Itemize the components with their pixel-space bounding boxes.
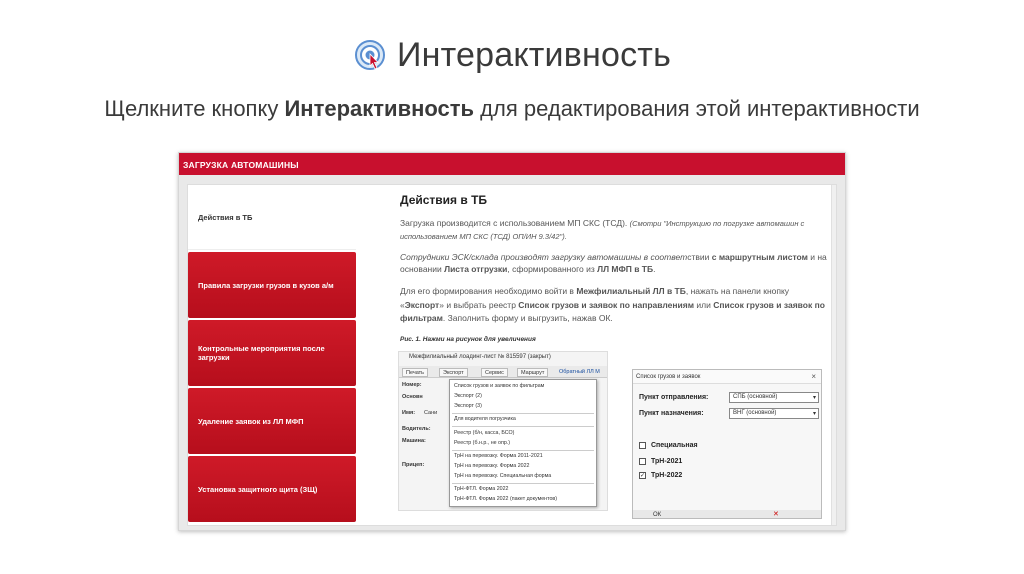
- p3-f: Список грузов и заявок по направлениям: [518, 299, 695, 310]
- p1-text: Загрузка производится с использованием МП СКС (ТСД).: [400, 218, 630, 228]
- menu-item[interactable]: ТрН-ФТЛ. Форма 2022: [454, 486, 509, 492]
- figure-caption: Рис. 1. Нажми на рисунок для увеличения: [400, 335, 536, 343]
- content-paragraph-1: [400, 217, 830, 243]
- nav-item-actions-tb[interactable]: Действия в ТБ: [188, 185, 356, 250]
- menu-item[interactable]: Экспорт (2): [454, 393, 482, 399]
- dialog-title: Список грузов и заявок: [633, 370, 822, 384]
- export-dropdown-menu: [449, 379, 597, 507]
- p3-g: или: [694, 299, 714, 310]
- field-name-value: Сани: [424, 410, 438, 416]
- checkbox-label: Специальная: [651, 442, 698, 449]
- export-button[interactable]: Экспорт: [439, 368, 468, 377]
- checkbox-box-checked[interactable]: ✓: [640, 473, 646, 479]
- p3-b: Межфилиальный ЛЛ в ТБ: [576, 286, 686, 296]
- checkbox-trn-2022[interactable]: [639, 472, 682, 479]
- origin-select[interactable]: [729, 392, 819, 403]
- menu-item[interactable]: ТрН на перевозку. Специальная форма: [454, 473, 552, 479]
- figure-screenshot-filter-dialog[interactable]: [632, 369, 822, 519]
- cancel-icon[interactable]: ✕: [773, 511, 779, 518]
- p2-a: Сотрудники ЭСК/склада производят загрузку автомашины в соответ: [400, 252, 688, 262]
- nav-item-remove-requests[interactable]: Удаление заявок из ЛЛ МФП: [188, 388, 356, 454]
- p2-f: , сформированного из: [507, 264, 598, 274]
- p2-c: с маршрутным листом: [711, 252, 808, 262]
- menu-separator: [452, 426, 594, 427]
- menu-item[interactable]: Реестр (б/н, касса, БСО): [454, 430, 515, 436]
- content-paragraph-2: [400, 251, 830, 275]
- slide-title-row: [0, 36, 1024, 75]
- checkbox-label: ТрН-2022: [651, 472, 683, 479]
- module-nav: [188, 185, 356, 526]
- field-driver-label: Водитель:: [402, 426, 431, 432]
- content-scrollbar[interactable]: [831, 185, 837, 526]
- nav-item-loading-rules[interactable]: Правила загрузки грузов в кузов а/м: [188, 252, 356, 318]
- menu-separator: [452, 483, 594, 484]
- interactivity-touch-icon[interactable]: [353, 39, 387, 73]
- origin-label: Пункт отправления:: [639, 394, 709, 401]
- dialog-footer: [633, 510, 822, 518]
- field-vehicle-label: Машина:: [402, 438, 426, 444]
- ok-button[interactable]: ОК: [653, 512, 662, 518]
- destination-value: ВНГ (основной): [733, 410, 777, 416]
- p3-c: , нажать на панели кнопку «: [400, 286, 790, 310]
- p2-g: ЛЛ МФП в ТБ: [597, 264, 654, 274]
- interactive-module-frame: [178, 152, 846, 531]
- route-button[interactable]: Маршрут: [517, 368, 548, 377]
- p2-b: ствии: [687, 252, 712, 262]
- ll-toolbar: [399, 366, 608, 378]
- field-name-label: Имя:: [402, 410, 416, 416]
- menu-item[interactable]: Список грузов и заявок по фильтрам: [454, 383, 545, 389]
- content-paragraph-3: [400, 285, 830, 326]
- reverse-ll-link[interactable]: Обратный ЛЛ М: [559, 369, 600, 375]
- p2-d: и на основании: [400, 252, 827, 274]
- figure-screenshot-export-menu[interactable]: [398, 351, 608, 511]
- content-panel: [400, 193, 830, 343]
- checkbox-trn-2021[interactable]: [639, 458, 682, 465]
- nav-item-control-measures[interactable]: Контрольные мероприятия после загрузки: [188, 320, 356, 386]
- menu-item[interactable]: Реестр (б.н.р., не опр.): [454, 440, 511, 446]
- p1-note: (Смотри "Инструкцию по погрузке автомашин с использованием МП СКС (ТСД) ОП/ИН 9.3/42").: [400, 219, 805, 241]
- tab-main[interactable]: Основн: [402, 394, 423, 400]
- field-number-label: Номер:: [402, 382, 422, 388]
- menu-separator: [452, 450, 594, 451]
- menu-item[interactable]: Для водителя погрузчика: [454, 416, 516, 422]
- service-button[interactable]: Сервис: [481, 368, 508, 377]
- p3-a: Для его формирования необходимо войти в: [400, 286, 577, 296]
- print-button[interactable]: Печать: [402, 368, 428, 377]
- field-trailer-label: Прицеп:: [402, 462, 425, 468]
- module-header: ЗАГРУЗКА АВТОМАШИНЫ: [179, 153, 845, 175]
- slide-title: Интерактивность: [397, 36, 671, 74]
- subtitle-interactivity-button-ref: Интерактивность: [284, 96, 475, 121]
- destination-label: Пункт назначения:: [639, 410, 704, 417]
- destination-select[interactable]: [729, 408, 819, 419]
- subtitle-text-pre: Щелкните кнопку: [104, 96, 285, 121]
- menu-item[interactable]: ТрН на перевозку. Форма 2022: [454, 463, 530, 469]
- p3-e: » и выбрать реестр: [439, 299, 519, 310]
- checkbox-box[interactable]: [639, 442, 646, 449]
- menu-item[interactable]: ТрН на перевозку. Форма 2011-2021: [454, 453, 543, 459]
- menu-separator: [452, 413, 594, 414]
- chevron-down-icon: ▾: [812, 395, 816, 401]
- p3-h: Список грузов и заявок по фильтрам: [400, 299, 825, 323]
- ll-window-title: Межфилиальный лоадинг-лист № 815597 (закрыт): [409, 354, 551, 360]
- p3-d: Экспорт: [404, 299, 440, 310]
- close-icon[interactable]: ×: [811, 372, 816, 381]
- p2-h: .: [653, 264, 656, 274]
- module-body: [187, 184, 837, 526]
- origin-value: СПБ (основной): [733, 394, 778, 400]
- p2-e: Листа отгрузки: [444, 264, 508, 274]
- subtitle-text-post: для редактирования этой интерактивности: [474, 96, 920, 121]
- menu-item[interactable]: Экспорт (3): [454, 403, 482, 409]
- p3-i: . Заполнить форму и выгрузить, нажав ОК.: [442, 313, 613, 323]
- content-heading: Действия в ТБ: [400, 193, 488, 207]
- menu-item[interactable]: ТрН-ФТЛ. Форма 2022 (пакет документов): [454, 496, 558, 502]
- chevron-down-icon: ▾: [812, 411, 816, 417]
- checkbox-box[interactable]: [639, 458, 646, 465]
- slide-subtitle: [0, 96, 1024, 122]
- nav-item-shield-install[interactable]: Установка защитного щита (ЗЩ): [188, 456, 356, 522]
- checkbox-label: ТрН-2021: [651, 458, 683, 465]
- checkbox-special[interactable]: [639, 442, 698, 449]
